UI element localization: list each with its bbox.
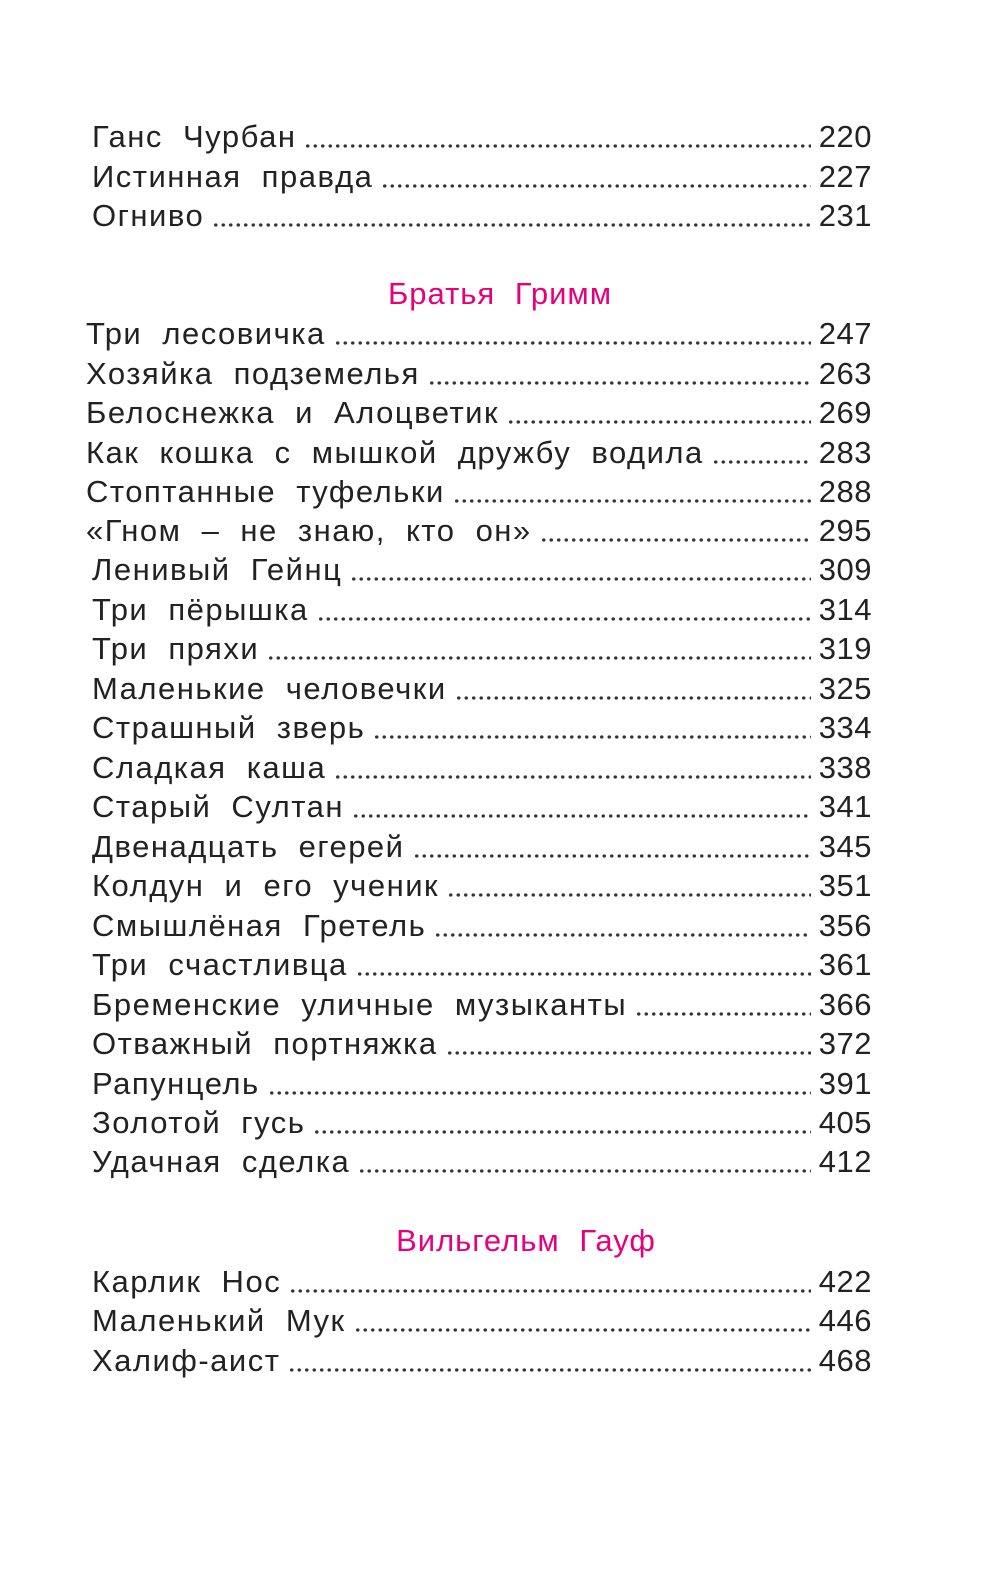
dot-leader: [434, 933, 811, 937]
toc-entry-title: «Гном – не знаю, кто он»: [86, 513, 540, 549]
toc-entry-page: 391: [818, 1066, 872, 1101]
toc-entry-title: Маленькие человечки: [92, 671, 455, 707]
toc-entry-title: Удачная сделка: [92, 1144, 358, 1180]
toc-entry-page: 351: [818, 868, 872, 903]
dot-leader: [446, 1051, 811, 1055]
dot-leader: [334, 775, 810, 779]
toc-entry-page: 319: [818, 631, 872, 666]
toc-entry-title: Старый Султан: [92, 789, 352, 825]
toc-entry-page: 338: [818, 750, 872, 785]
toc-entry-page: 325: [818, 671, 872, 706]
toc-entry-page: 446: [818, 1303, 872, 1338]
toc-entry-title: Три пёрышка: [92, 592, 317, 628]
toc-entry-page: 283: [818, 435, 872, 470]
toc-entry[interactable]: [0, 629, 1000, 669]
toc-entry-title: Стоптанные туфельки: [86, 474, 453, 510]
toc-entry[interactable]: [0, 1341, 1000, 1381]
toc-entry-page: 263: [818, 356, 872, 391]
toc-entry-title: Сладкая каша: [92, 750, 334, 786]
toc-entry[interactable]: [0, 985, 1000, 1025]
dot-leader: [289, 1289, 811, 1293]
toc-entry-title: Маленький Мук: [92, 1303, 354, 1339]
toc-entry[interactable]: [0, 1262, 1000, 1302]
dot-leader: [288, 1368, 810, 1372]
toc-entry-page: 231: [818, 198, 872, 233]
toc-entry[interactable]: [0, 827, 1000, 867]
toc-entry[interactable]: [0, 669, 1000, 709]
toc-entry-page: 341: [818, 789, 872, 824]
toc-entry[interactable]: [0, 1103, 1000, 1143]
toc-entry-title: Отважный портняжка: [92, 1026, 446, 1062]
toc-entry[interactable]: [0, 906, 1000, 946]
toc-entry-title: Три счастливца: [92, 947, 356, 983]
toc-entry-page: 269: [818, 395, 872, 430]
dot-leader: [313, 1130, 810, 1134]
toc-entry[interactable]: [0, 511, 1000, 551]
toc-entry-page: 247: [818, 316, 872, 351]
toc-entry-title: Золотой гусь: [92, 1105, 313, 1141]
toc-entry-title: Карлик Нос: [92, 1264, 289, 1300]
dot-leader: [268, 1091, 811, 1095]
toc-entry[interactable]: [0, 117, 1000, 157]
toc-entry-title: Халиф-аист: [92, 1343, 288, 1379]
dot-leader: [267, 656, 811, 660]
toc-entry-page: 405: [818, 1105, 872, 1140]
dot-leader: [354, 1328, 811, 1332]
toc-entry-page: 334: [818, 710, 872, 745]
toc-entry-title: Двенадцать егерей: [92, 829, 413, 865]
toc-entry[interactable]: [0, 1024, 1000, 1064]
toc-entry[interactable]: [0, 1142, 1000, 1182]
dot-leader: [453, 499, 811, 503]
dot-leader: [350, 577, 810, 581]
dot-leader: [317, 617, 811, 621]
dot-leader: [381, 184, 810, 188]
dot-leader: [356, 972, 811, 976]
toc-entry[interactable]: [0, 157, 1000, 197]
dot-leader: [507, 420, 811, 424]
toc-entry[interactable]: [0, 1064, 1000, 1104]
toc-entry-title: Смышлёная Гретель: [92, 908, 434, 944]
section-heading-grimm: Братья Гримм: [387, 276, 613, 311]
toc-entry[interactable]: [0, 1301, 1000, 1341]
dot-leader: [455, 696, 811, 700]
toc-entry[interactable]: [0, 708, 1000, 748]
toc-entry-title: Колдун и его ученик: [92, 868, 447, 904]
toc-entry-title: Хозяйка подземелья: [86, 356, 428, 392]
dot-leader: [540, 538, 811, 542]
toc-entry[interactable]: [0, 314, 1000, 354]
dot-leader: [304, 144, 810, 148]
toc-entry-page: 468: [818, 1343, 872, 1378]
toc-entry-title: Ганс Чурбан: [92, 119, 304, 155]
dot-leader: [352, 814, 811, 818]
toc-entry-title: Как кошка с мышкой дружбу водила: [86, 435, 712, 471]
toc-entry-page: 422: [818, 1264, 872, 1299]
toc-entry-page: 295: [818, 513, 872, 548]
toc-entry[interactable]: [0, 866, 1000, 906]
toc-entry-page: 314: [818, 592, 872, 627]
dot-leader: [212, 223, 811, 227]
toc-entry-title: Рапунцель: [92, 1066, 268, 1102]
toc-entry[interactable]: [0, 550, 1000, 590]
toc-entry-page: 220: [818, 119, 872, 154]
dot-leader: [413, 854, 811, 858]
dot-leader: [334, 341, 811, 345]
toc-entry[interactable]: [0, 354, 1000, 394]
dot-leader: [447, 893, 811, 897]
toc-entry[interactable]: [0, 433, 1000, 473]
toc-entry-page: 288: [818, 474, 872, 509]
toc-entry-page: 227: [818, 159, 872, 194]
toc-entry-page: 372: [818, 1026, 872, 1061]
dot-leader: [373, 735, 811, 739]
toc-entry[interactable]: [0, 196, 1000, 236]
toc-entry-page: 361: [818, 947, 872, 982]
toc-entry[interactable]: [0, 590, 1000, 630]
toc-entry[interactable]: [0, 748, 1000, 788]
toc-entry-page: 412: [818, 1144, 872, 1179]
toc-entry-title: Белоснежка и Алоцветик: [86, 395, 507, 431]
toc-entry-page: 356: [818, 908, 872, 943]
toc-entry-title: Бременские уличные музыканты: [92, 987, 635, 1023]
toc-entry-page: 366: [818, 987, 872, 1022]
dot-leader: [635, 1012, 811, 1016]
section-heading-hauff: Вильгельм Гауф: [396, 1223, 656, 1258]
dot-leader: [358, 1169, 811, 1173]
toc-entry[interactable]: [0, 393, 1000, 433]
toc-entry-title: Истинная правда: [92, 159, 381, 195]
toc-entry-title: Огниво: [92, 198, 212, 234]
toc-entry-page: 345: [818, 829, 872, 864]
toc-entry-title: Три лесовичка: [86, 316, 334, 352]
dot-leader: [428, 381, 811, 385]
toc-entry-title: Три пряхи: [92, 631, 267, 667]
toc-entry[interactable]: [0, 787, 1000, 827]
toc-entry-page: 309: [818, 552, 872, 587]
toc-entry-title: Ленивый Гейнц: [92, 552, 350, 588]
toc-entry[interactable]: [0, 945, 1000, 985]
dot-leader: [712, 460, 811, 464]
toc-entry[interactable]: [0, 472, 1000, 512]
toc-entry-title: Страшный зверь: [92, 710, 373, 746]
